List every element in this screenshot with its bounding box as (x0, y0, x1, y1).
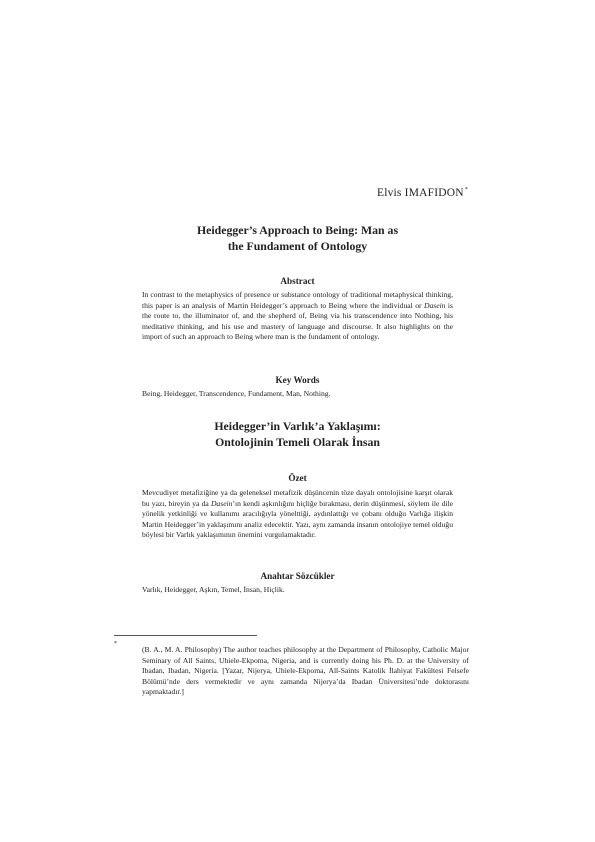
summary-text-italic: Dasein (210, 498, 233, 508)
author-name-text: Elvis IMAFIDON (376, 187, 464, 199)
turkish-title-line-1: Heidegger’in Varlık’a Yaklaşımı: (214, 419, 381, 433)
english-title-line-1: Heidegger’s Approach to Being: Man as (196, 223, 399, 237)
turkish-keywords-heading: Anahtar Sözcükler (260, 571, 335, 581)
abstract-text-part-1: In contrast to the metaphysics of presence or substance ontology of traditional metaphysical thinking, this paper is an analysis of Martin Heidegger’s approach to Being where the individual or (142, 290, 453, 310)
abstract-text-part-2: is the route to, the illuminator of, and the shepherd of, Being via his transcendence into Nothing, his meditative thinking, and his use and mastery of language and discourse. It also highlights on the import of such an approach to Being where man is the fundament of ontology. (142, 300, 453, 342)
keywords-heading: Key Words (275, 375, 320, 385)
author-footnote-mark: * (464, 187, 468, 193)
footnote-text: (B. A., M. A. Philosophy) The author teaches philosophy at the Department of Philosophy, Catholic Major Seminary of All Saints, Uhiele-Ekpoma, Nigeria, and is currently doing his Ph. D. at the University of Ibadan, Ibadan, Nigeria. [Yazar, Nijerya, Uhiele-Ekpoma, All-Saints Katolik İlahiyat Fakültesi Felsefe Bölümü’nde ders vermektedir ve aynı zamanda Nijerya’da Ibadan Üniversitesi’nde doktorasını yapmaktadır.] (142, 645, 469, 697)
author-name (340, 187, 468, 199)
english-title (140, 222, 455, 254)
keywords-text: Being, Heidegger, Transcendence, Fundament, Man, Nothing. (142, 389, 331, 398)
turkish-title-line-2: Ontolojinin Temeli Olarak İnsan (215, 435, 380, 449)
summary-text (142, 488, 453, 541)
turkish-title (140, 418, 455, 450)
abstract-text-italic: Dasein (423, 300, 446, 310)
abstract-heading: Abstract (280, 276, 315, 286)
footnote-separator (114, 635, 257, 636)
english-title-line-2: the Fundament of Ontology (227, 239, 368, 253)
summary-text-part-1: Mevcudiyet metafiziğine ya da geleneksel metafizik düşüncenin töze dayalı ontolojisine karşıt olarak bu yazı, bireyin ya da (142, 488, 453, 508)
summary-heading: Özet (288, 473, 307, 483)
summary-text-part-2: ’ın kendi aşkınlığını hiçliğe bırakması, derin düşünmesi, söylem ile dile yönelik yetkinliği ve kullanımı aracılığıyla yönelttiği, aydınlattığı ve çobanı olduğu Varlığa ilişkin Martin Heidegger’in yaklaşımını analiz edecektir. Yazı, aynı zamanda insanın ontolojiye temel olduğu böylesi bir Varlık yaklaşımının önemini vurgulamaktadır. (142, 498, 453, 540)
turkish-keywords-text: Varlık, Heidegger, Aşkın, Temel, İnsan, Hiçlik. (142, 585, 285, 594)
abstract-text (142, 290, 453, 343)
footnote-mark: * (114, 641, 117, 647)
